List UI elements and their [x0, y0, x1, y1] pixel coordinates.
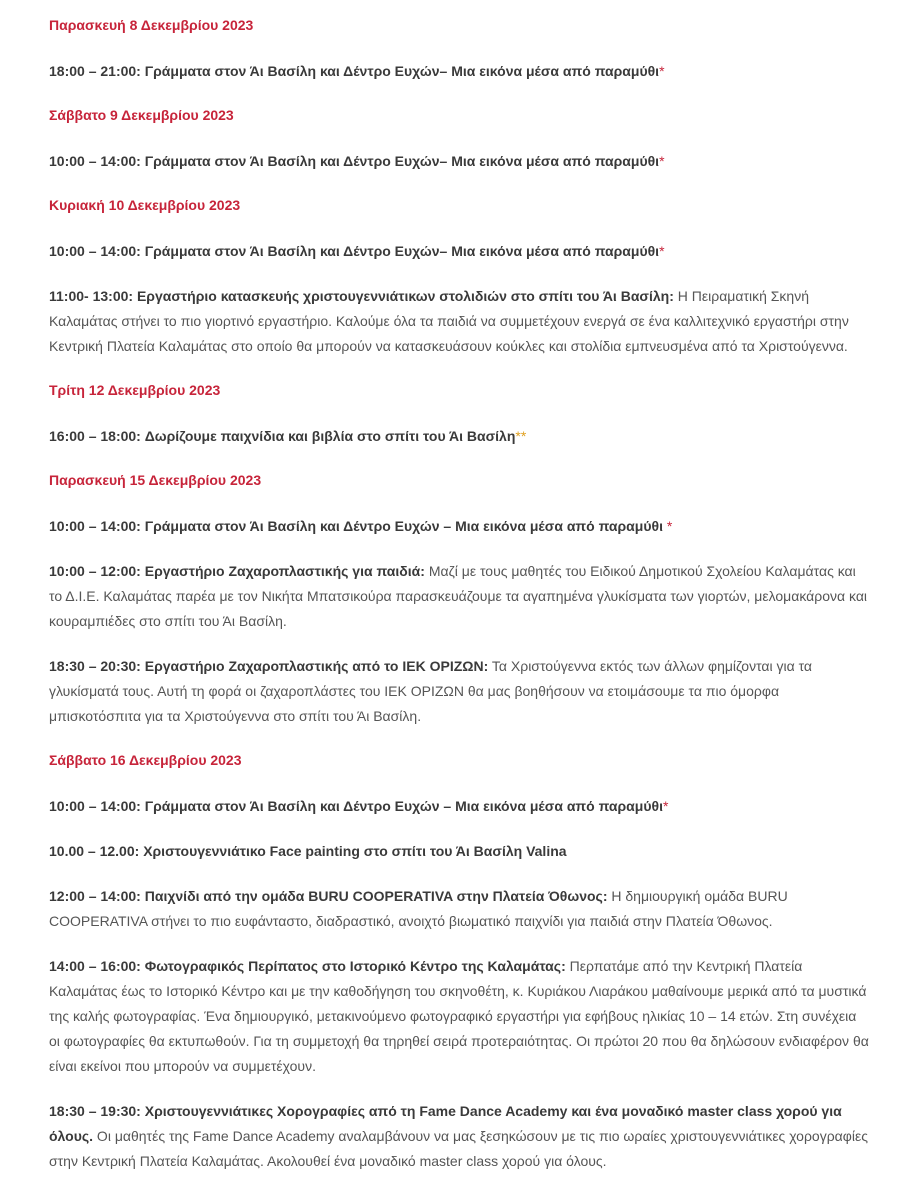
event-title: Γράμματα στον Άι Βασίλη και Δέντρο Ευχών – Μια εικόνα μέσα από παραμύθι: [144, 518, 663, 534]
event-entry: [49, 59, 869, 84]
footnote-asterisk: *: [659, 63, 665, 79]
event-time: 10:00 – 14:00:: [49, 243, 141, 259]
event-description: Περπατάμε από την Κεντρική Πλατεία Καλαμάτας έως το Ιστορικό Κέντρο και με την καθοδήγηση του σκηνοθέτη, κ. Κυριάκου Λιαράκου μαθαίνουμε μερικά από τα μυστικά της καλής φωτογραφίας. Ένα δημιουργικό, μετακινούμενο φωτογραφικό εργαστήρι για εφήβους ηλικίας 10 – 14 ετών. Στη συνέχεια οι φωτογραφίες θα εκτυπωθούν. Για τη συμμετοχή θα τηρηθεί σειρά προτεραιότητας. Οι πρώτοι 20 που θα δηλώσουν ενδιαφέρον θα είναι εκείνοι που μπορούν να συμμετέχουν.: [49, 958, 869, 1074]
event-title: Χριστουγεννιάτικο Face painting στο σπίτι του Άι Βασίλη Valina: [143, 843, 567, 859]
day-heading: Σάββατο 16 Δεκεμβρίου 2023: [49, 752, 242, 768]
event-time: 10:00 – 14:00:: [49, 518, 141, 534]
event-title: Γράμματα στον Άι Βασίλη και Δέντρο Ευχών – Μια εικόνα μέσα από παραμύθι: [144, 798, 663, 814]
event-time: 18:30 – 20:30:: [49, 658, 141, 674]
event-time: 12:00 – 14:00:: [49, 888, 141, 904]
event-description: Η δημιουργική ομάδα BURU COOPERATIVA στήνει το πιο ευφάνταστο, διαδραστικό, ανοιχτό βιωματικό παιχνίδι για παιδιά στην Πλατεία Όθωνος.: [49, 888, 788, 929]
event-title: Παιχνίδι από την ομάδα BURU COOPERATIVA στην Πλατεία Όθωνος:: [144, 888, 608, 904]
event-title: Εργαστήριο Ζαχαροπλαστικής για παιδιά:: [144, 563, 425, 579]
event-description: Η Πειραματική Σκηνή Καλαμάτας στήνει το πιο γιορτινό εργαστήριο. Καλούμε όλα τα παιδιά να συμμετέχουν ενεργά σε ένα καλλιτεχνικό εργαστήρι στην Κεντρική Πλατεία Καλαμάτας στο οποίο θα μπορούν να κατασκευάσουν κούκλες και στολίδια εμπνευσμένα από τα Χριστούγεννα.: [49, 288, 849, 354]
event-entry: [49, 284, 869, 359]
event-title: Εργαστήριο κατασκευής χριστουγεννιάτικων στολιδιών στο σπίτι του Άι Βασίλη:: [136, 288, 674, 304]
footnote-asterisk: *: [659, 243, 665, 259]
event-title: Εργαστήριο Ζαχαροπλαστικής από το ΙΕΚ ΟΡΙΖΩΝ:: [144, 658, 489, 674]
event-entry: [49, 559, 869, 634]
event-entry: [49, 514, 869, 539]
event-entry: [49, 654, 869, 729]
event-entry: [49, 954, 869, 1079]
day-heading: Παρασκευή 15 Δεκεμβρίου 2023: [49, 472, 262, 488]
event-time: 16:00 – 18:00:: [49, 428, 141, 444]
event-title: Δωρίζουμε παιχνίδια και βιβλία στο σπίτι του Άι Βασίλη: [144, 428, 516, 444]
day-heading: Σάββατο 9 Δεκεμβρίου 2023: [49, 107, 234, 123]
event-title: Γράμματα στον Άι Βασίλη και Δέντρο Ευχών– Μια εικόνα μέσα από παραμύθι: [144, 63, 660, 79]
event-entry: [49, 794, 869, 819]
event-time: 10:00 – 12:00:: [49, 563, 141, 579]
event-description: Τα Χριστούγεννα εκτός των άλλων φημίζονται για τα γλυκίσματά τους. Αυτή τη φορά οι ζαχαροπλάστες του ΙΕΚ ΟΡΙΖΩΝ θα μας βοηθήσουν να ετοιμάσουμε τα πιο όμορφα μπισκοτόσπιτα για τα Χριστούγεννα στο σπίτι του Άι Βασίλη.: [49, 658, 813, 724]
event-title: Φωτογραφικός Περίπατος στο Ιστορικό Κέντρο της Καλαμάτας:: [144, 958, 566, 974]
event-time: 18:30 – 19:30:: [49, 1103, 141, 1119]
event-time: 10:00 – 14:00:: [49, 798, 141, 814]
footnote-asterisk: *: [662, 518, 673, 534]
event-description: Οι μαθητές της Fame Dance Academy αναλαμβάνουν να μας ξεσηκώσουν με τις πιο ωραίες χριστουγεννιάτικες χορογραφίες στην Κεντρική Πλατεία Καλαμάτας. Ακολουθεί ένα μοναδικό master class χορού για όλους.: [49, 1128, 868, 1169]
event-entry: [49, 839, 869, 864]
event-entry: [49, 149, 869, 174]
day-heading: Κυριακή 10 Δεκεμβρίου 2023: [49, 197, 241, 213]
footnote-asterisk: **: [515, 428, 527, 444]
footnote-asterisk: *: [662, 798, 669, 814]
event-time: 10:00 – 14:00:: [49, 153, 141, 169]
event-entry: [49, 884, 869, 934]
footnote-asterisk: *: [659, 153, 665, 169]
event-entry: [49, 1099, 869, 1174]
event-time: 11:00- 13:00:: [49, 288, 134, 304]
event-time: 18:00 – 21:00:: [49, 63, 141, 79]
event-description: Μαζί με τους μαθητές του Ειδικού Δημοτικού Σχολείου Καλαμάτας και το Δ.Ι.Ε. Καλαμάτας παρέα με τον Νικήτα Μπατσικούρα παρασκευάζουμε τα αγαπημένα γλυκίσματα των γιορτών, μελομακάρονα και κουραμπιέδες στο σπίτι του Άι Βασίλη.: [49, 563, 868, 629]
event-entry: [49, 424, 869, 449]
event-title: Χριστουγεννιάτικες Χορογραφίες από τη Fame Dance Academy και ένα μοναδικό master class χορού για όλους.: [49, 1103, 842, 1144]
day-heading: Παρασκευή 8 Δεκεμβρίου 2023: [49, 17, 254, 33]
event-title: Γράμματα στον Άι Βασίλη και Δέντρο Ευχών– Μια εικόνα μέσα από παραμύθι: [144, 153, 660, 169]
event-title: Γράμματα στον Άι Βασίλη και Δέντρο Ευχών– Μια εικόνα μέσα από παραμύθι: [144, 243, 660, 259]
day-heading: Τρίτη 12 Δεκεμβρίου 2023: [49, 382, 221, 398]
event-entry: [49, 239, 869, 264]
event-time: 10.00 – 12.00:: [49, 843, 140, 859]
event-time: 14:00 – 16:00:: [49, 958, 141, 974]
